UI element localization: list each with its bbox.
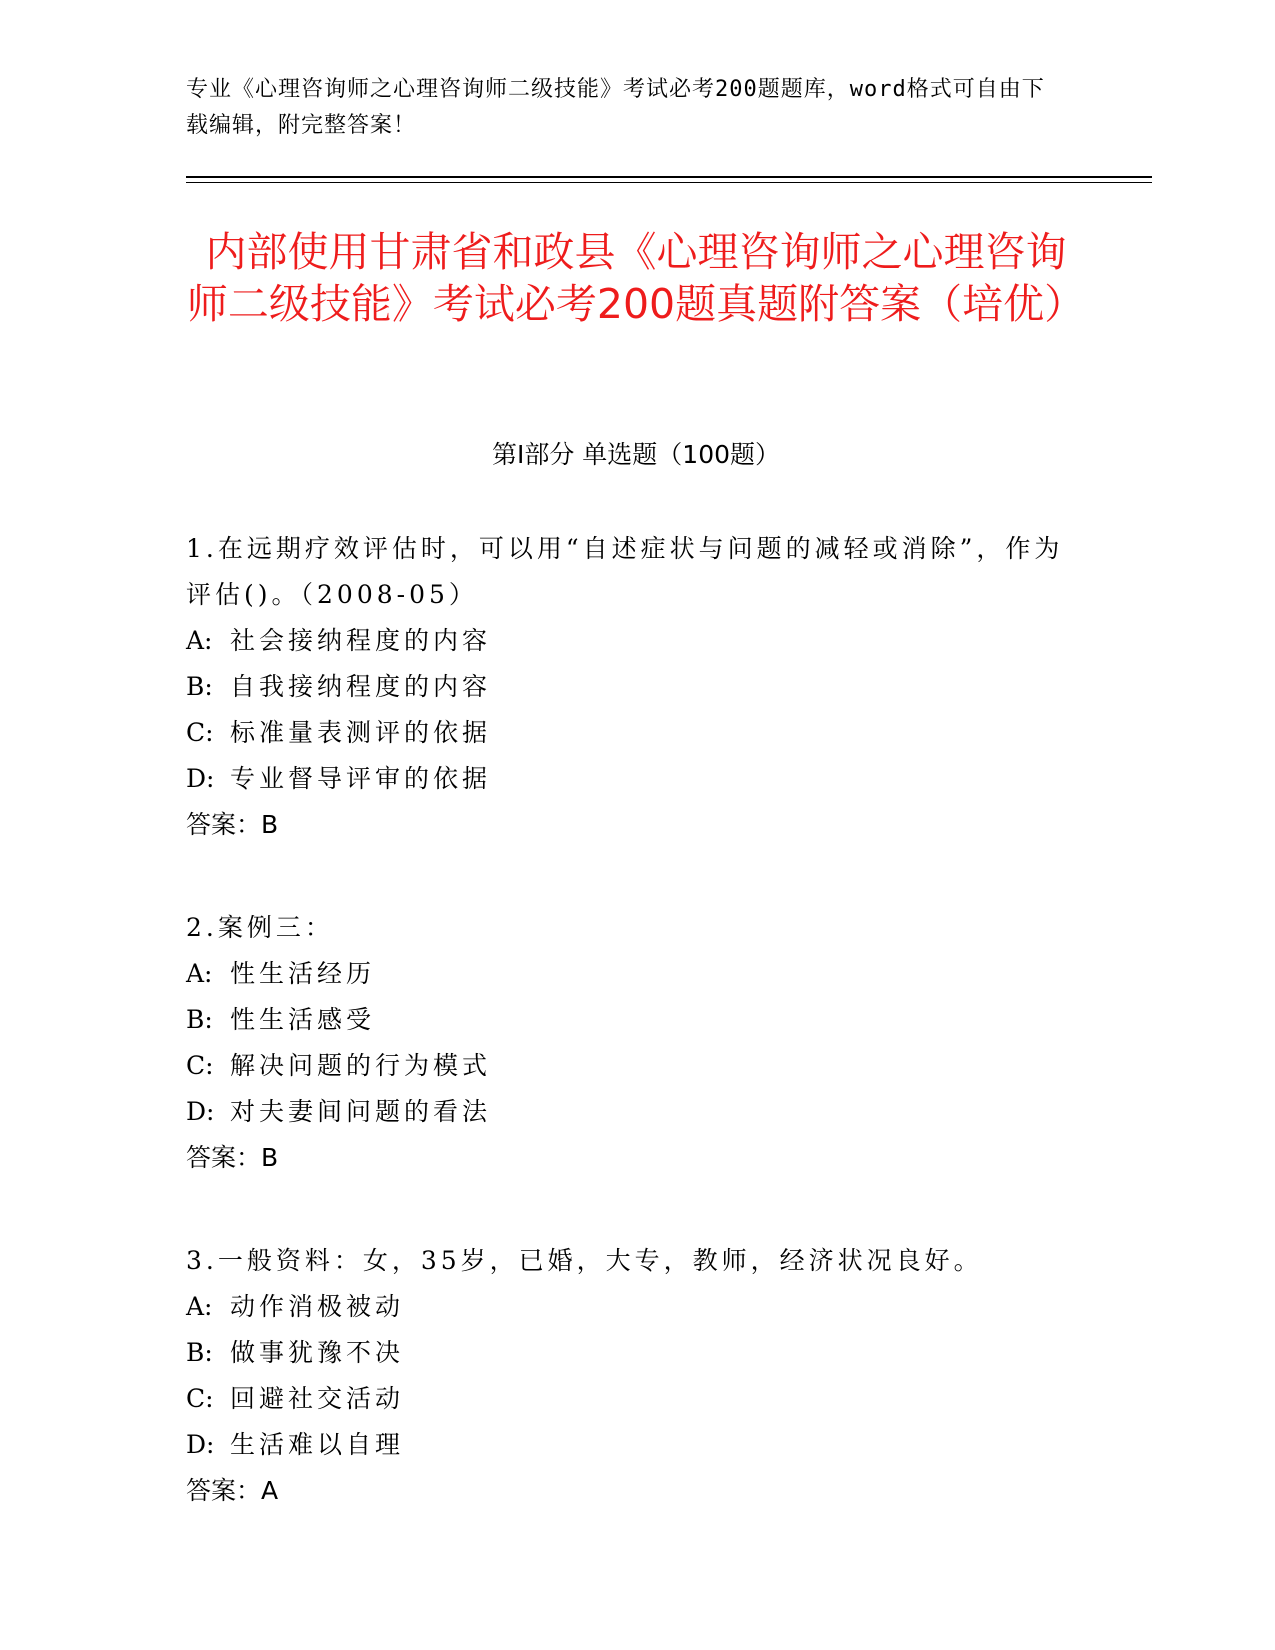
option-letter: A:	[186, 1292, 213, 1321]
option-c	[186, 1043, 1066, 1089]
header-divider-thick	[186, 176, 1152, 178]
option-letter: D:	[186, 1430, 215, 1459]
option-text: 社会接纳程度的内容	[230, 626, 492, 655]
option-text: 性生活感受	[230, 1005, 376, 1034]
option-text: 性生活经历	[230, 959, 376, 988]
option-text: 回避社交活动	[230, 1384, 405, 1413]
answer: 答案：A	[186, 1476, 279, 1505]
option-letter: C:	[186, 718, 214, 747]
answer: 答案：B	[186, 1143, 279, 1172]
question-stem: 1.在远期疗效评估时，可以用“自述症状与问题的减轻或消除”，作为评估()。（2008-05）	[186, 534, 1064, 609]
option-d	[186, 756, 1066, 802]
option-text: 动作消极被动	[230, 1292, 405, 1321]
question-1	[186, 526, 1066, 848]
header-divider-thin	[186, 182, 1152, 183]
option-b	[186, 664, 1066, 710]
section-title: 第I部分 单选题（100题）	[491, 440, 781, 469]
option-letter: D:	[186, 764, 215, 793]
question-stem: 2.案例三：	[186, 913, 334, 942]
option-a	[186, 618, 1066, 664]
option-a	[186, 951, 1066, 997]
option-text: 做事犹豫不决	[230, 1338, 405, 1367]
option-letter: B:	[186, 1338, 213, 1367]
option-letter: A:	[186, 959, 213, 988]
option-letter: B:	[186, 672, 213, 701]
option-c	[186, 1376, 1066, 1422]
answer: 答案：B	[186, 810, 279, 839]
option-letter: A:	[186, 626, 213, 655]
option-letter: B:	[186, 1005, 213, 1034]
question-list	[186, 526, 1066, 1571]
option-d	[186, 1422, 1066, 1468]
option-letter: D:	[186, 1097, 215, 1126]
document-title: 内部使用甘肃省和政县《心理咨询师之心理咨询师二级技能》考试必考200题真题附答案（培优）	[186, 228, 1086, 328]
option-letter: C:	[186, 1384, 214, 1413]
option-text: 标准量表测评的依据	[230, 718, 492, 747]
option-d	[186, 1089, 1066, 1135]
option-letter: C:	[186, 1051, 214, 1080]
option-b	[186, 997, 1066, 1043]
option-b	[186, 1330, 1066, 1376]
option-text: 对夫妻间问题的看法	[230, 1097, 492, 1126]
question-2	[186, 905, 1066, 1181]
option-a	[186, 1284, 1066, 1330]
option-text: 解决问题的行为模式	[230, 1051, 492, 1080]
question-stem: 3.一般资料：女，35岁，已婚，大专，教师，经济状况良好。	[186, 1246, 983, 1275]
option-text: 专业督导评审的依据	[230, 764, 492, 793]
option-text: 生活难以自理	[230, 1430, 405, 1459]
option-text: 自我接纳程度的内容	[230, 672, 492, 701]
option-c	[186, 710, 1066, 756]
header-note: 专业《心理咨询师之心理咨询师二级技能》考试必考200题题库，word格式可自由下载编辑，附完整答案！	[186, 77, 1045, 138]
question-3	[186, 1238, 1066, 1514]
